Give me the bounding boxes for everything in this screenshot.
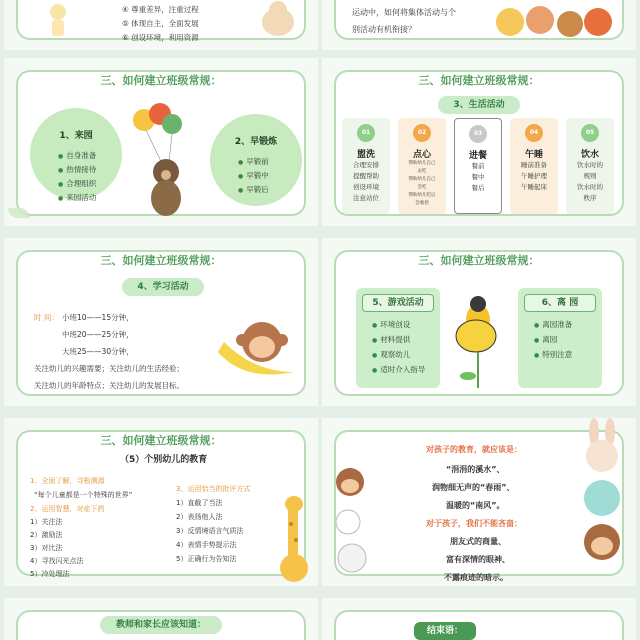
right-line: 4）表情手势提示法 — [176, 541, 237, 549]
list-item: ● 离园准备 — [534, 318, 602, 333]
list-item: ● 离园 — [534, 333, 602, 348]
section-pill: 4、学习活动 — [122, 278, 204, 296]
card-meal[interactable] — [454, 118, 502, 214]
monkey-banana-illustration — [214, 312, 304, 382]
note-line: 关注幼儿的兴趣需要；关注幼儿的生活经验； — [34, 364, 184, 373]
quote-line: 润物细无声的“春雨”、 — [432, 483, 515, 492]
card-line: 饮水时的 — [577, 161, 603, 169]
card-snack[interactable] — [398, 118, 446, 214]
leaving-head: 6、离 园 — [524, 294, 596, 312]
quote-line: 对孩子的教育，就应该是： — [426, 445, 522, 454]
giraffe-illustration — [276, 494, 312, 584]
quote-line: 温暖的“南风”。 — [446, 501, 505, 510]
right-line: 5）正确行为告知法 — [176, 555, 237, 563]
animals-left-illustration — [326, 462, 376, 582]
exercise-title: 2、早锻炼 — [234, 137, 278, 147]
list-item: ● 热情接待 — [58, 163, 122, 177]
slide-quote[interactable] — [322, 418, 636, 586]
slide-question[interactable] — [322, 0, 636, 50]
leaving-list — [518, 318, 602, 363]
card-head: 进餐 — [468, 151, 487, 161]
balloon-kid-illustration — [44, 2, 72, 42]
quote-line: 朋友式的商量、 — [450, 537, 506, 546]
note-line: 关注幼儿的年龄特点；关注幼儿的发展目标。 — [34, 381, 184, 390]
left-line: 1）关注法 — [30, 518, 63, 526]
card-line: 会吃 — [417, 185, 427, 190]
card-line: 规则 — [583, 172, 597, 180]
quote-line: 不露痕迹的暗示。 — [444, 573, 508, 582]
exercise-circle — [210, 114, 302, 206]
card-drinking[interactable] — [566, 118, 614, 214]
time-line: 小班10——15分钟， — [62, 313, 134, 322]
slide-frame — [334, 610, 624, 640]
elephant-illustration — [258, 0, 298, 40]
list-item: ● 适时介入指导 — [372, 363, 440, 378]
card-line: 餐中 — [471, 173, 485, 181]
list-item: ● 来园活动 — [58, 191, 122, 205]
principle-item: ④ 尊重差异，注重过程 — [122, 5, 199, 14]
right-line: 2）表扬他人法 — [176, 513, 223, 521]
slide-title: 三、如何建立班级常规： — [418, 254, 540, 267]
slide-teachers-parents[interactable] — [4, 598, 318, 640]
card-number: 04 — [525, 124, 543, 142]
card-number: 02 — [413, 124, 431, 142]
left-line: “每个儿童都是一个特殊的世界” — [34, 491, 133, 499]
slide-study-activities[interactable] — [4, 238, 318, 406]
quote-line: 对于孩子，我们不能吝啬： — [426, 519, 522, 528]
right-line: 3）反情境语言气质法 — [176, 527, 244, 535]
card-line: 秩序 — [583, 194, 597, 202]
time-line: 大班25——30分钟， — [62, 347, 134, 356]
card-line: 去吃 — [417, 169, 427, 174]
arrival-circle — [30, 108, 122, 200]
card-line: 帮助幼儿自己 — [408, 161, 436, 166]
card-line: 创设环境 — [353, 183, 379, 191]
slide-title: 三、如何建立班级常规： — [418, 74, 540, 87]
slide-title: 三、如何建立班级常规： — [100, 254, 222, 267]
card-line: 饮水时的 — [577, 183, 603, 191]
card-line: 帮助幼儿吃后 — [408, 193, 436, 198]
card-line: 合理安排 — [353, 161, 379, 169]
left-line: 4）寻找闪光点法 — [30, 557, 84, 565]
card-line: 会收拾 — [415, 201, 429, 206]
card-line: 午睡起床 — [521, 183, 547, 191]
list-item: ● 早锻中 — [238, 169, 302, 183]
principle-item: ⑥ 创设环境，利用资源 — [122, 33, 199, 42]
time-label: 时 间： — [34, 313, 59, 322]
arrival-title: 1、来园 — [59, 131, 93, 141]
card-head: 饮水 — [580, 150, 599, 160]
question-text: 别活动有机衔接？ — [352, 25, 416, 34]
time-line: 中班20——25分钟， — [62, 330, 134, 339]
slide-title: 三、如何建立班级常规： — [100, 434, 222, 447]
leaving-box — [518, 288, 602, 388]
right-line: 1）直截了当法 — [176, 499, 223, 507]
list-item: ● 早锻后 — [238, 183, 302, 197]
card-head: 点心 — [412, 150, 431, 160]
animals-right-illustration — [572, 418, 632, 578]
slide-title: 三、如何建立班级常规： — [100, 74, 222, 87]
list-item: ● 观察幼儿 — [372, 348, 440, 363]
list-item: ● 早锻前 — [238, 155, 302, 169]
left-line: 1、全面了解，寻根溯源 — [30, 477, 105, 485]
left-line: 2、运用智慧，对症下药 — [30, 505, 105, 513]
card-line: 帮助幼儿自己 — [408, 177, 436, 182]
card-line: 餐后 — [471, 184, 485, 192]
card-line: 提醒帮助 — [353, 172, 379, 180]
slide-principles[interactable] — [4, 0, 318, 50]
card-washing[interactable] — [342, 118, 390, 214]
list-item: ● 合理组织 — [58, 177, 122, 191]
card-head: 午睡 — [524, 150, 543, 160]
list-item: ● 特别注意 — [534, 348, 602, 363]
exercise-list — [210, 155, 302, 197]
card-number: 01 — [357, 124, 375, 142]
slide-subtitle: （5）个别幼儿的教育 — [120, 455, 208, 465]
card-number: 05 — [581, 124, 599, 142]
animals-group-illustration — [490, 0, 620, 42]
slide-routine-arrival[interactable] — [4, 58, 318, 226]
question-text: 运动中，如何将集体活动与个 — [352, 8, 456, 17]
slide-game-leaving[interactable] — [322, 238, 636, 406]
slide-life-activities[interactable] — [322, 58, 636, 226]
quote-line: 富有深情的眼神、 — [446, 555, 510, 564]
quote-line: “涓涓的溪水”、 — [446, 465, 505, 474]
card-line: 注意站位 — [353, 194, 379, 202]
card-head: 盥洗 — [356, 150, 375, 160]
list-item: ● 材料提供 — [372, 333, 440, 348]
left-line: 5）冷处理法 — [30, 570, 70, 578]
section-pill: 结束语： — [414, 622, 476, 640]
card-nap[interactable] — [510, 118, 558, 214]
game-list — [356, 318, 440, 378]
card-line: 餐前 — [471, 162, 485, 170]
section-pill: 3、生活活动 — [438, 96, 520, 114]
list-item: ● 自身准备 — [58, 149, 122, 163]
slide-individual-education[interactable] — [4, 418, 318, 586]
card-line: 睡前准备 — [521, 161, 547, 169]
game-box — [356, 288, 440, 388]
card-number: 03 — [469, 125, 487, 143]
left-line: 3）对比法 — [30, 544, 63, 552]
bee-flower-illustration — [442, 292, 512, 392]
game-head: 5、游戏活动 — [362, 294, 434, 312]
arrival-list — [30, 149, 122, 205]
bear-balloons-illustration — [132, 102, 200, 220]
slide-conclusion[interactable] — [322, 598, 636, 640]
list-item: ● 环境创设 — [372, 318, 440, 333]
principle-item: ⑤ 体现自主，全面发展 — [122, 19, 199, 28]
card-line: 午睡护理 — [521, 172, 547, 180]
left-line: 2）激励法 — [30, 531, 63, 539]
section-pill: 教师和家长应该知道： — [100, 616, 222, 634]
right-line: 3、运用恰当的批评方式 — [176, 485, 251, 493]
